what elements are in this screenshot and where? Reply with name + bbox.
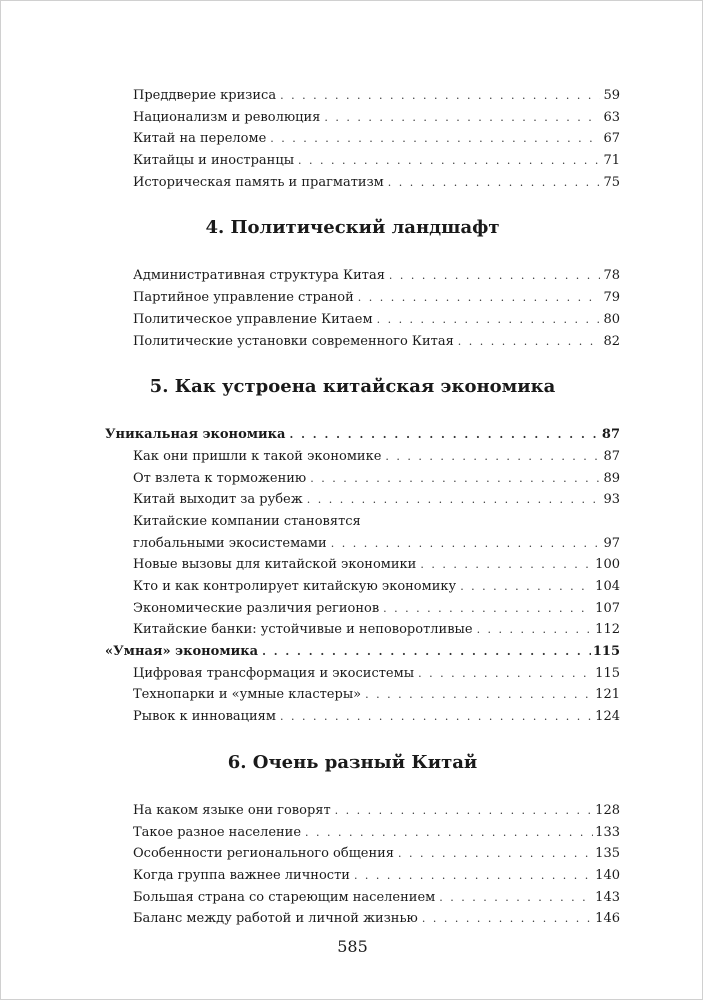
- dot-leader: [331, 533, 600, 555]
- toc-entry: [1, 265, 703, 287]
- toc-page-number: 79: [603, 290, 620, 306]
- toc-part-entry: [1, 424, 703, 446]
- toc-page-number: 80: [603, 311, 620, 327]
- toc-part-entry: [1, 641, 703, 663]
- toc-entry-title: Технопарки и «умные кластеры»: [133, 684, 363, 706]
- toc-page-number: 121: [595, 687, 620, 703]
- toc-entry-title: «Умная» экономика: [105, 641, 260, 663]
- dot-leader: [377, 309, 600, 331]
- chapter-heading: 6. Очень разный Китай: [227, 751, 478, 773]
- dot-leader: [280, 706, 593, 728]
- toc-entry: [1, 684, 703, 706]
- toc-entry-title: Китайские банки: устойчивые и неповоротливые: [133, 619, 475, 641]
- toc-entry: [1, 843, 703, 865]
- toc-entry: [1, 706, 703, 728]
- toc-entry-title: Баланс между работой и личной жизнью: [133, 908, 420, 930]
- dot-leader: [335, 800, 594, 822]
- page-number: 585: [337, 937, 368, 956]
- toc-entry-title: Китай выходит за рубеж: [133, 489, 305, 511]
- toc-entry-title: Китайцы и иностранцы: [133, 150, 296, 172]
- dot-leader: [280, 85, 600, 107]
- dot-leader: [324, 107, 600, 129]
- toc-entry-title: Экономические различия регионов: [133, 598, 381, 620]
- toc-entry-title: Китай на переломе: [133, 128, 268, 150]
- toc-entry: [1, 576, 703, 598]
- toc-entry-title: Китайские компании становятся: [133, 511, 363, 533]
- dot-leader: [420, 554, 593, 576]
- toc-page-number: 63: [603, 109, 620, 125]
- dot-leader: [354, 865, 593, 887]
- toc-entry-title: Большая страна со стареющим населением: [133, 887, 437, 909]
- toc-entry-title: Такое разное население: [133, 822, 303, 844]
- dot-leader: [418, 663, 593, 685]
- dot-leader: [383, 598, 593, 620]
- toc-entry: [1, 887, 703, 909]
- dot-leader: [358, 287, 600, 309]
- toc-page-number: 128: [595, 802, 620, 818]
- toc-entry: [1, 822, 703, 844]
- toc-entry: [1, 287, 703, 309]
- toc-entry: [1, 598, 703, 620]
- dot-leader: [298, 150, 600, 172]
- toc-entry-title: Политическое управление Китаем: [133, 309, 375, 331]
- dot-leader: [389, 265, 600, 287]
- toc-page-number: 112: [595, 622, 620, 638]
- toc-entry: [1, 128, 703, 150]
- toc-page-number: 78: [603, 268, 620, 284]
- toc-entry: [1, 865, 703, 887]
- toc-entry-title: Уникальная экономика: [105, 424, 287, 446]
- toc-page-number: 100: [595, 557, 620, 573]
- toc-page-number: 133: [595, 824, 620, 840]
- dot-leader: [262, 641, 591, 663]
- toc-page-number: 75: [603, 174, 620, 190]
- toc-entry-title: Как они пришли к такой экономике: [133, 446, 383, 468]
- toc-page-number: 87: [601, 427, 620, 443]
- toc-page-number: 104: [595, 579, 620, 594]
- toc-entry: [1, 511, 703, 533]
- toc-entry: [1, 533, 703, 555]
- toc-entry-title: Когда группа важнее личности: [133, 865, 352, 887]
- toc-page-number: 140: [595, 867, 620, 883]
- toc-page-number: 93: [603, 492, 620, 508]
- toc-entry: [1, 908, 703, 930]
- toc-entry-title: Административная структура Китая: [133, 265, 387, 287]
- toc-entry: [1, 800, 703, 822]
- toc-page-number: 115: [592, 644, 620, 660]
- toc-entry-title: От взлета к торможению: [133, 468, 308, 490]
- toc-entry: [1, 446, 703, 468]
- dot-leader: [365, 684, 593, 706]
- toc-page-number: 82: [603, 333, 620, 349]
- dot-leader: [398, 843, 593, 865]
- toc-entry: [1, 309, 703, 331]
- toc-page-number: 67: [603, 131, 620, 147]
- dot-leader: [458, 331, 600, 353]
- dot-leader: [388, 172, 600, 194]
- toc-entry-title: На каком языке они говорят: [133, 800, 333, 822]
- toc-entry-title: Историческая память и прагматизм: [133, 172, 386, 194]
- toc-page-number: 71: [603, 153, 620, 169]
- dot-leader: [307, 489, 600, 511]
- toc-entry: [1, 331, 703, 353]
- toc-page-number: 97: [603, 535, 620, 551]
- toc-entry: [1, 468, 703, 490]
- dot-leader: [310, 468, 600, 490]
- toc-entry: [1, 85, 703, 107]
- toc-entry: [1, 489, 703, 511]
- toc-entry: [1, 663, 703, 685]
- toc-entry-title: Кто и как контролирует китайскую экономику: [133, 576, 458, 598]
- dot-leader: [385, 446, 600, 468]
- toc-entry: [1, 554, 703, 576]
- dot-leader: [289, 424, 599, 446]
- toc-page-number: 107: [595, 600, 620, 616]
- dot-leader: [477, 619, 594, 641]
- toc-page-number: 89: [603, 470, 620, 486]
- dot-leader: [270, 128, 600, 150]
- toc-page-number: 124: [595, 709, 620, 725]
- toc-entry-title: Политические установки современного Китая: [133, 331, 456, 353]
- toc-entry-title: Новые вызовы для китайской экономики: [133, 554, 418, 576]
- toc-entry-title: Национализм и революция: [133, 107, 322, 129]
- dot-leader: [422, 908, 593, 930]
- toc-entry-title: Преддверие кризиса: [133, 85, 278, 107]
- dot-leader: [439, 887, 593, 909]
- table-of-contents: [1, 85, 703, 930]
- toc-entry-title: Рывок к инновациям: [133, 706, 278, 728]
- toc-entry: [1, 150, 703, 172]
- chapter-heading: 4. Политический ландшафт: [205, 217, 500, 239]
- toc-entry-title: глобальными экосистемами: [133, 533, 329, 555]
- toc-page-number: 143: [595, 889, 620, 905]
- toc-page-number: 59: [603, 88, 620, 103]
- toc-entry-title: Цифровая трансформация и экосистемы: [133, 663, 416, 685]
- dot-leader: [305, 822, 593, 844]
- dot-leader: [460, 576, 593, 598]
- chapter-heading: 5. Как устроена китайская экономика: [149, 376, 556, 398]
- toc-entry: [1, 619, 703, 641]
- toc-page-number: 115: [595, 665, 620, 681]
- toc-page-number: 146: [595, 911, 620, 927]
- toc-page-number: 87: [603, 448, 620, 464]
- toc-entry-title: Партийное управление страной: [133, 287, 356, 309]
- toc-page-number: 135: [595, 846, 620, 862]
- toc-entry-title: Особенности регионального общения: [133, 843, 396, 865]
- toc-entry: [1, 107, 703, 129]
- toc-entry: [1, 172, 703, 194]
